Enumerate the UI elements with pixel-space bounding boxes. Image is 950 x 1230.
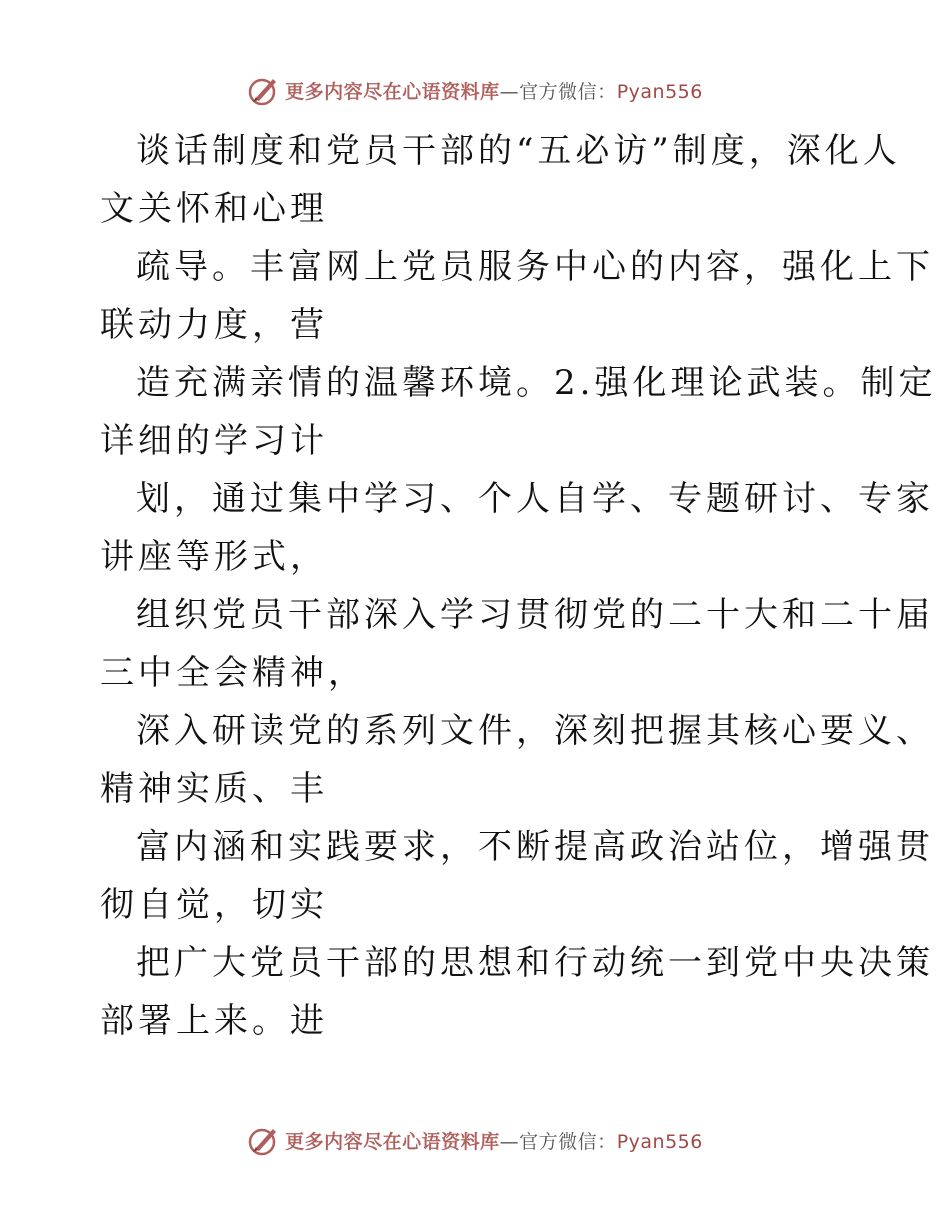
banner-official-label: —官方微信： (499, 1130, 617, 1153)
paragraph-8 (100, 934, 934, 1050)
banner-official-label: —官方微信： (499, 80, 617, 103)
paragraph-7 (100, 818, 934, 934)
paragraph-line: 把广大党员干部的思想和行动统一到党中央决策 (136, 943, 934, 983)
quill-pen-seal-icon (247, 73, 281, 107)
paragraph-continuation: 三中全会精神， (100, 653, 366, 693)
paragraph-line: 疏导。丰富网上党员服务中心的内容，强化上下 (136, 247, 934, 287)
paragraph-2 (100, 238, 934, 354)
paragraph-4 (100, 470, 934, 586)
banner-text (285, 77, 703, 104)
banner-brand: 更多内容尽在心语资料库 (285, 1130, 500, 1153)
banner-wechat-id: Pyan556 (616, 80, 703, 103)
banner-wechat-id: Pyan556 (616, 1130, 703, 1153)
paragraph-line: 划，通过集中学习、个人自学、专题研讨、专家 (136, 479, 934, 519)
paragraph-line: 组织党员干部深入学习贯彻党的二十大和二十届 (136, 595, 934, 635)
header-banner (0, 70, 950, 110)
paragraph-line: 谈话制度和党员干部的“五必访”制度，深化人 (136, 131, 901, 171)
paragraph-3 (100, 354, 937, 470)
footer-banner (0, 1120, 950, 1160)
quill-pen-seal-icon (247, 1123, 281, 1157)
paragraph-5 (100, 586, 934, 702)
paragraph-line: 富内涵和实践要求，不断提高政治站位，增强贯 (136, 827, 934, 867)
paragraph-1 (100, 122, 901, 238)
banner-text (285, 1127, 703, 1154)
paragraph-continuation: 讲座等形式， (100, 537, 328, 577)
banner-brand: 更多内容尽在心语资料库 (285, 80, 500, 103)
document-body (100, 122, 937, 1050)
paragraph-continuation: 联动力度，营 (100, 305, 328, 345)
paragraph-continuation: 文关怀和心理 (100, 189, 328, 229)
paragraph-continuation: 彻自觉，切实 (100, 885, 328, 925)
paragraph-line: 造充满亲情的温馨环境。2.强化理论武装。制定 (136, 363, 937, 403)
paragraph-continuation: 部署上来。进 (100, 1001, 328, 1041)
paragraph-continuation: 详细的学习计 (100, 421, 328, 461)
paragraph-6 (100, 702, 934, 818)
paragraph-line: 深入研读党的系列文件，深刻把握其核心要义、 (136, 711, 934, 751)
paragraph-continuation: 精神实质、丰 (100, 769, 328, 809)
